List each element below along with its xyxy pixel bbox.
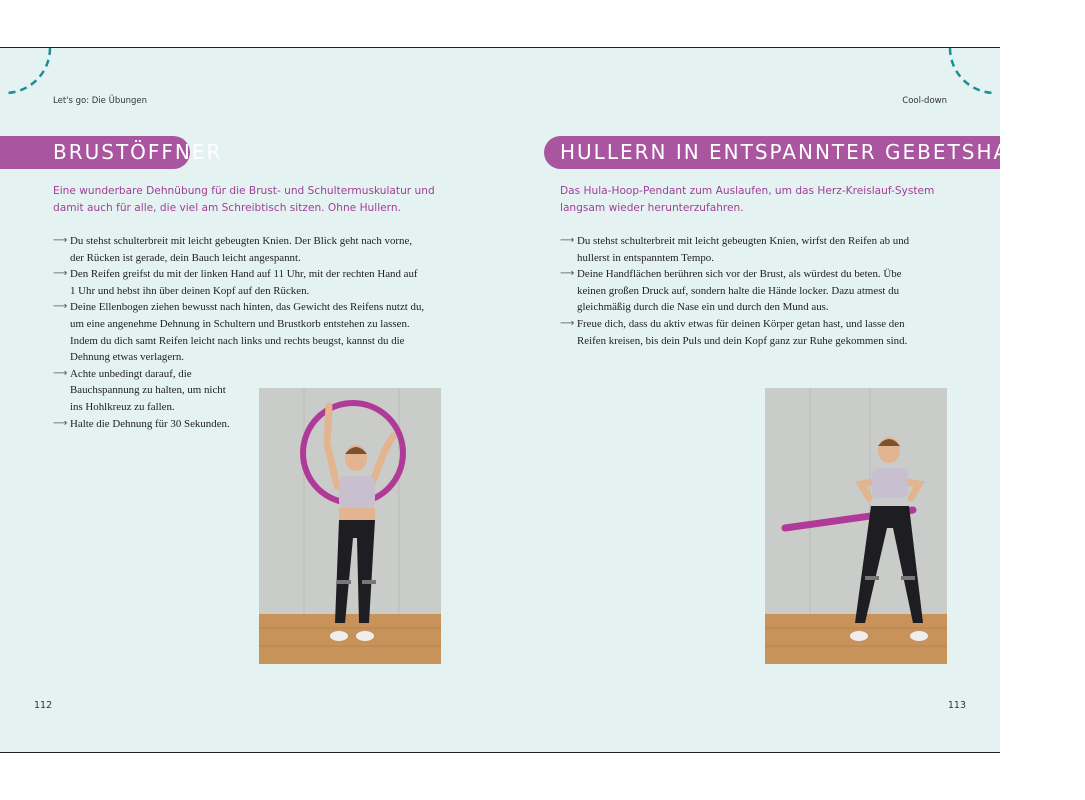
step-item [53,266,473,299]
step-line: Reifen kreisen, bis dein Puls und dein Kopf ganz zur Ruhe gekommen sind. [577,334,908,347]
step-line: 1 Uhr und hebst ihn über deinen Kopf auf den Rücken. [70,284,310,297]
arrow-icon: ⟶ [560,268,575,280]
step-line: der Rücken ist gerade, dein Bauch leicht angespannt. [70,251,301,264]
exercise-photo-prayer-hooping [765,388,947,664]
intro-line: Eine wunderbare Dehnübung für die Brust- und Schultermuskulatur und [53,185,435,197]
arrow-icon: ⟶ [560,235,575,246]
intro-line: Das Hula-Hoop-Pendant zum Auslaufen, um das Herz-Kreislauf-System [560,185,935,197]
page-title-right: HULLERN IN ENTSPANNTER GEBETSHALTUNG [544,136,1000,169]
page-title-left: BRUSTÖFFNER [0,136,190,169]
step-line: Freue dich, dass du aktiv etwas für deinen Körper getan hast, und lasse den [577,317,905,330]
exercise-photo-chest-opener [259,388,441,664]
step-line: Deine Handflächen berühren sich vor der Brust, als würdest du beten. Übe [577,268,902,281]
step-line: Du stehst schulterbreit mit leicht gebeugten Knien. Der Blick geht nach vorne, [70,235,413,247]
arrow-icon: ⟶ [53,268,68,280]
hoop-decoration-icon [940,48,1000,98]
step-line: ins Hohlkreuz zu fallen. [70,400,175,413]
arrow-icon: ⟶ [53,417,68,429]
page-number-left: 112 [34,700,53,711]
intro-line: langsam wieder herunterzufahren. [560,202,744,214]
step-line: Du stehst schulterbreit mit leicht gebeugten Knien, wirfst den Reifen ab und [577,235,910,247]
hoop-decoration-icon [0,48,60,98]
intro-right [560,183,934,217]
step-line: Dehnung etwas verlagern. [70,351,185,364]
intro-line: damit auch für alle, die viel am Schreibtisch sitzen. Ohne Hullern. [53,202,401,214]
step-item [560,233,980,266]
step-line: um eine angenehme Dehnung in Schultern und Brustkorb entstehen zu lassen. [70,317,410,330]
intro-left [53,183,435,217]
page-number-right: 113 [947,700,966,711]
step-line: Halte die Dehnung für 30 Sekunden. [70,417,230,430]
steps-list-right [560,233,980,349]
step-line: hullerst in entspanntem Tempo. [577,251,714,264]
step-line: Den Reifen greifst du mit der linken Hand auf 11 Uhr, mit der rechten Hand auf [70,268,418,281]
step-item [53,233,473,266]
arrow-icon: ⟶ [53,301,68,313]
step-item [560,266,980,316]
book-spread [0,47,1085,753]
step-line: Achte unbedingt darauf, die [70,367,192,380]
step-line: Indem du dich samt Reifen leicht nach links und rechts beugst, kannst du die [70,334,405,347]
arrow-icon: ⟶ [53,367,68,379]
step-line: gleichmäßig durch die Nase ein und durch den Mund aus. [577,301,829,314]
arrow-icon: ⟶ [53,235,68,246]
running-head-left: Let's go: Die Übungen [53,96,148,106]
step-item [560,316,980,349]
running-head-right: Cool-down [902,96,947,106]
step-line: Deine Ellenbogen ziehen bewusst nach hinten, das Gewicht des Reifens nutzt du, [70,301,425,314]
step-line: keinen großen Druck auf, sondern halte die Hände locker. Dazu atmest du [577,284,900,297]
step-line: Bauchspannung zu halten, um nicht [70,384,226,397]
step-item [53,299,473,365]
arrow-icon: ⟶ [560,317,575,329]
